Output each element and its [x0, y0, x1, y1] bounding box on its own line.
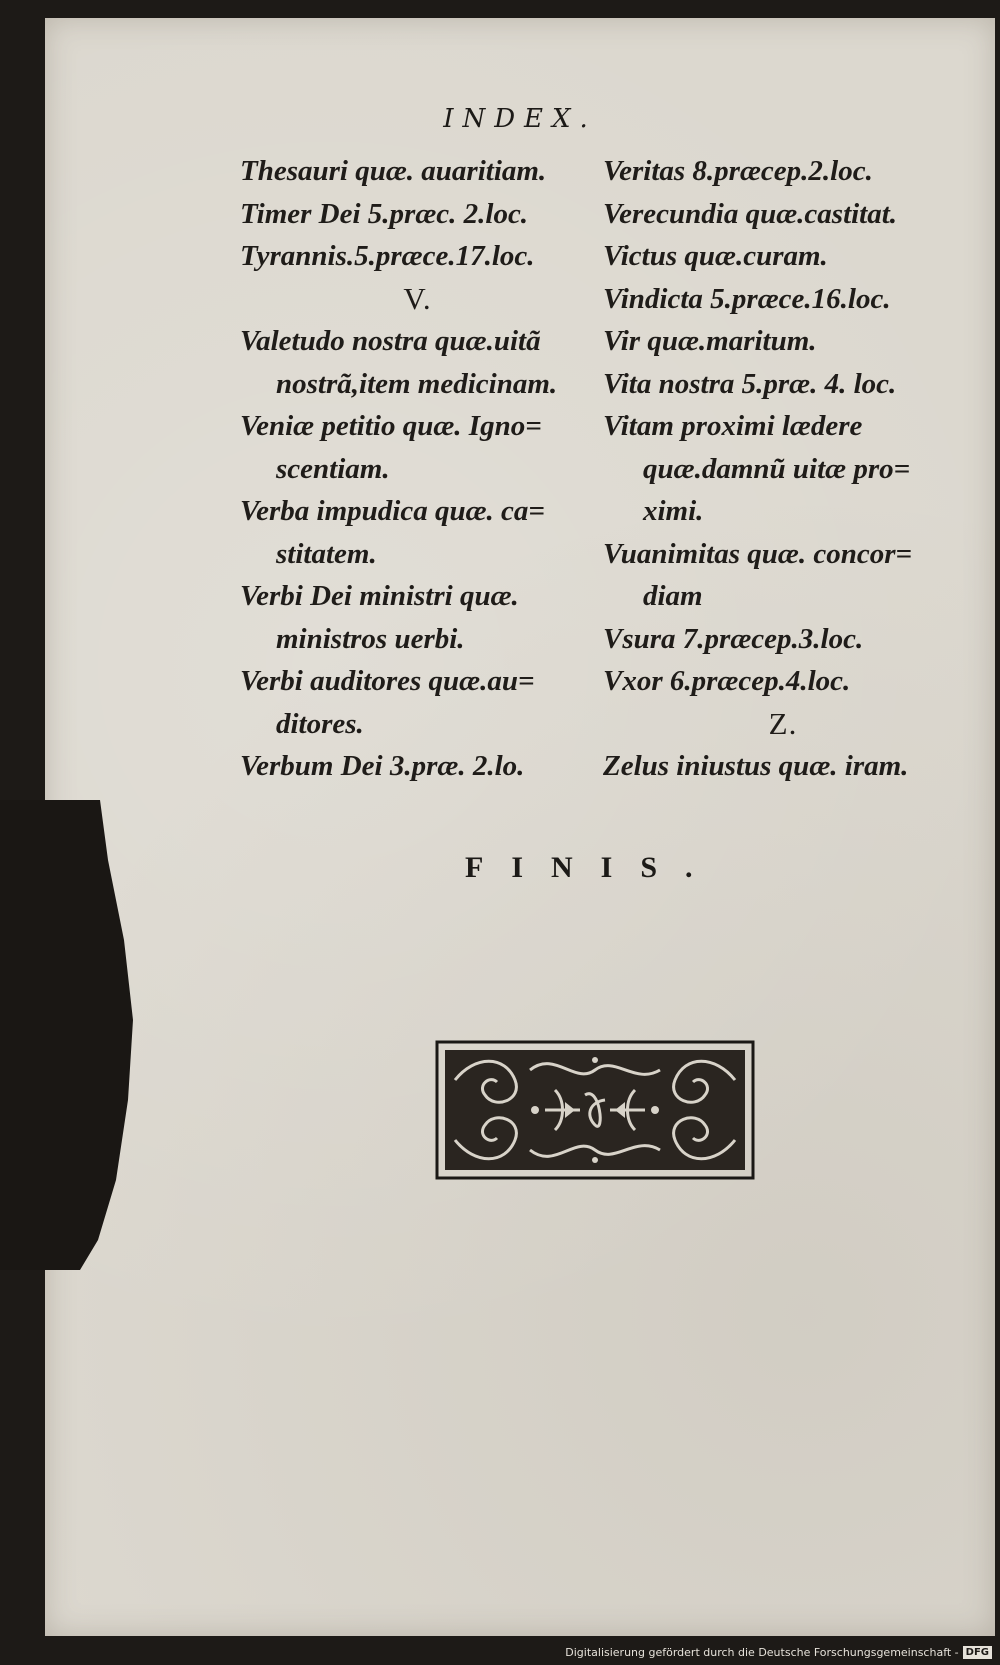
index-entry: Zelus iniustus quæ. iram.	[603, 750, 909, 782]
index-entry: ministros uerbi.	[276, 622, 465, 655]
index-entry: ditores.	[276, 707, 364, 740]
index-entry: Verbum Dei 3.præ. 2.lo.	[240, 750, 525, 782]
index-entry: Verecundia quæ.castitat.	[603, 197, 898, 230]
index-entry: scentiam.	[276, 452, 390, 485]
index-entry: Thesauri quæ. auaritiam.	[240, 155, 547, 187]
index-right-column	[603, 150, 963, 788]
digitization-footer	[565, 1646, 992, 1659]
index-entry: Vuanimitas quæ. concor=	[603, 537, 913, 570]
index-entry: Vsura 7.præcep.3.loc.	[603, 622, 864, 655]
index-entry: Veniæ petitio quæ. Igno=	[240, 410, 542, 442]
footer-text: Digitalisierung gefördert durch die Deutsche Forschungsgemeinschaft -	[565, 1646, 959, 1659]
index-entry: Tyrannis.5.præce.17.loc.	[240, 240, 535, 272]
index-entry: stitatem.	[276, 537, 377, 570]
index-entry: ximi.	[643, 495, 704, 527]
index-entry: Verbi Dei ministri quæ.	[240, 580, 519, 612]
index-entry: Victus quæ.curam.	[603, 240, 828, 272]
index-entry: Vir quæ.maritum.	[603, 325, 817, 357]
index-left-column	[240, 150, 595, 788]
index-entry: diam	[643, 580, 703, 612]
index-entry: Vxor 6.præcep.4.loc.	[603, 665, 851, 697]
index-entry: Veritas 8.præcep.2.loc.	[603, 155, 873, 187]
dfg-logo: DFG	[963, 1646, 992, 1659]
index-entry: Valetudo nostra quæ.uitã	[240, 325, 541, 357]
section-letter: V.	[403, 280, 432, 316]
section-letter: Z.	[768, 705, 798, 741]
index-entry: nostrã,item medicinam.	[276, 367, 558, 400]
ornament-vignette	[435, 1040, 755, 1180]
index-entry: Verbi auditores quæ.au=	[240, 665, 535, 697]
index-entry: Vita nostra 5.præ. 4. loc.	[603, 367, 897, 400]
index-entry: Vindicta 5.præce.16.loc.	[603, 282, 891, 315]
index-entry: Verba impudica quæ. ca=	[240, 495, 545, 527]
finis-text: FINIS.	[465, 851, 721, 884]
page-header: INDEX.	[443, 104, 597, 134]
index-entry: Timer Dei 5.præc. 2.loc.	[240, 197, 529, 230]
index-entry: Vitam proximi lædere	[603, 410, 863, 442]
index-entry: quæ.damnũ uitæ pro=	[643, 452, 911, 485]
